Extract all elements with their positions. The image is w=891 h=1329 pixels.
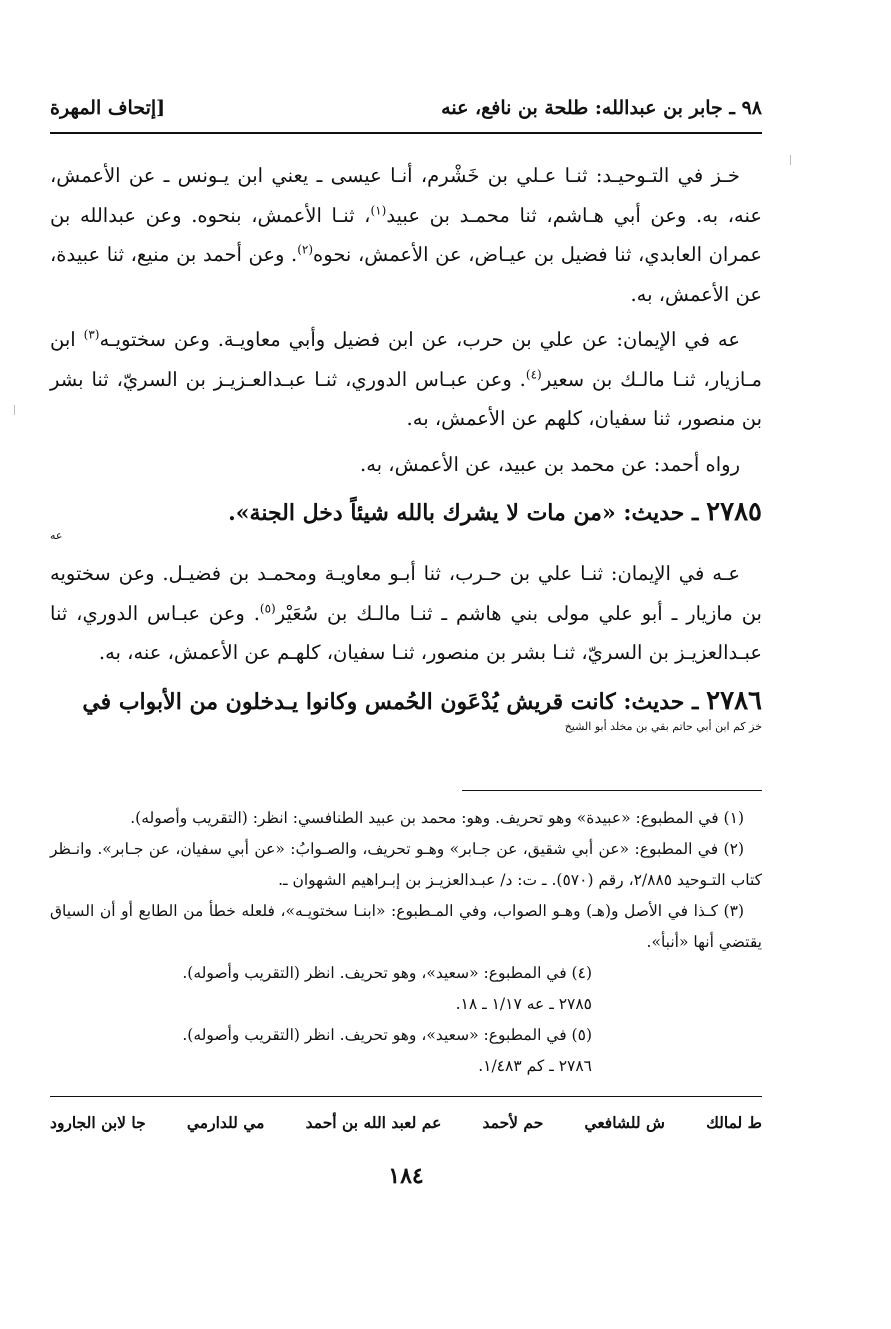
paragraph-1-text-2: ، ثنـا الأعمش، بنحوه. وعن عبدالله بن عمران العابدي، ثنا فضيل بن عيـاض، عن الأعمش، نحوه — [50, 203, 762, 266]
source-ref-2786: ٢٧٨٦ ـ كم ١/٤٨٣. — [478, 1056, 592, 1075]
header-rule — [50, 132, 762, 134]
footnote-ref-4: (٤) — [525, 367, 542, 381]
paragraph-1-text-3: . وعن أحمد بن منيع، ثنا عبيدة، عن الأعمش، به. — [50, 243, 762, 306]
abbr-abdullah-ahmad: عم لعبد الله بن أحمد — [305, 1112, 442, 1132]
abbr-darimi: مي للدارمي — [186, 1112, 265, 1132]
footnote-2: (٢) في المطبوع: «عن أبي شقيق، عن جـابر» وهـو تحريف، والصـوابُ: «عن أبي سفيان، عن جـابر». وانـظر كتاب التـوحيد ٢/٨٨٥، رقم (٥٧٠). ـ ت: د/ عبـدالعزيـز بن إبـراهيم الشهوان ـ. — [50, 839, 762, 889]
margin-tick-mid — [14, 405, 15, 415]
footnote-5: (٥) في المطبوع: «سعيد»، وهو تحريف. انظر (التقريب وأصوله). — [182, 1025, 592, 1044]
paragraph-2-text-2: ابن مـازيار، ثنـا مالـك بن سعير — [50, 328, 763, 391]
footnote-1: (١) في المطبوع: «عبيدة» وهو تحريف. وهو: محمد بن عبيد الطنافسي: انظر: (التقريب وأصوله). — [130, 808, 744, 827]
page-number: ١٨٤ — [388, 1162, 424, 1189]
main-text — [50, 156, 762, 734]
abbr-ahmad: حم لأحمد — [482, 1112, 544, 1132]
hadith-source-mark-2786: خز كم ابن أبي حاتم بقي بن مخلد أبو الشيخ — [564, 719, 762, 733]
hadith-heading-2786 — [50, 679, 762, 724]
paragraph-3-text: رواه أحمد: عن محمد بن عبيد، عن الأعمش، به. — [360, 452, 740, 476]
paragraph-1-text: خـز في التـوحيـد: ثنـا عـلي بن خَشْرم، أنـا عيسى ـ يعني ابن يـونس ـ عن الأعمش، عنه، به. وعن أبي هـاشم، ثنا محمـد بن عبيد — [50, 164, 762, 227]
hadith-source-mark-2785: عه — [50, 529, 63, 542]
hadith-title-2785: ـ حديث: «من مات لا يشرك بالله شيئاً دخل الجنة». — [228, 500, 707, 526]
footnote-ref-3: (٣) — [83, 327, 100, 342]
header-left-title: [إتحاف المهرة — [50, 97, 166, 119]
footnote-rule — [462, 790, 762, 791]
paragraph-2 — [50, 320, 762, 439]
footnote-ref-2: (٢) — [297, 242, 314, 257]
hadith-number-2786: ٢٧٨٦ — [706, 685, 762, 716]
paragraph-4 — [50, 554, 762, 673]
abbreviations-key — [50, 1097, 762, 1149]
paragraph-2-text: عه في الإيمان: عن علي بن حرب، عن ابن فضيل وأبي معاويـة. وعن سختويـه — [99, 328, 740, 351]
paragraph-1 — [50, 156, 762, 314]
footnotes — [50, 803, 762, 1082]
footnote-ref-5: (٥) — [259, 601, 276, 615]
footnote-4: (٤) في المطبوع: «سعيد»، وهو تحريف. انظر (التقريب وأصوله). — [182, 963, 592, 982]
header-right-title: ٩٨ ـ جابر بن عبدالله: طلحة بن نافع، عنه — [441, 97, 762, 119]
margin-tick-top — [790, 155, 791, 165]
paragraph-4-text: عـه في الإيمان: ثنـا علي بن حـرب، ثنا أبـو معاويـة ومحمـد بن فضيـل. وعن سختويه بن مازيار ـ أبو علي مولى بني هاشم ـ ثنـا مالـك بن سُعَيْر — [50, 562, 762, 625]
abbr-shafii: ش للشافعي — [584, 1112, 665, 1132]
paragraph-2-text-3: . وعن عبـاس الدوري، ثنـا عبـدالعـزيـز بن السريّ، ثنا بشر بن منصور، ثنا سفيان، كلهم عن الأعمش، به. — [50, 367, 762, 430]
hadith-title-2786: ـ حديث: كانت قريش يُدْعَون الحُمس وكانوا يـدخلون من الأبواب في — [82, 688, 707, 715]
footnote-3: (٣) كـذا في الأصل و(هـ) وهـو الصواب، وفي المـطبوع: «ابنـا سختويـه»، فلعله خطأ من الطابع أو أن السياق يقتضي أنها «أنبأ». — [50, 901, 762, 951]
document-page — [50, 84, 762, 1189]
source-ref-2785: ٢٧٨٥ ـ عه ١/١٧ ـ ١٨. — [455, 994, 592, 1013]
abbr-ibn-jarud: جا لابن الجارود — [50, 1112, 146, 1132]
running-header — [50, 84, 762, 132]
hadith-number-2785: ٢٧٨٥ — [706, 497, 762, 527]
paragraph-3 — [50, 445, 762, 485]
paragraph-4-text-2: . وعن عبـاس الدوري، ثنا عبـدالعزيـز بن السريّ، ثنـا بشر بن منصور، ثنـا سفيان، كلهـم عن الأعمش، عنه، به. — [50, 601, 762, 664]
footnote-ref-1: (١) — [370, 203, 387, 217]
abbr-malik: ط لمالك — [706, 1112, 762, 1132]
